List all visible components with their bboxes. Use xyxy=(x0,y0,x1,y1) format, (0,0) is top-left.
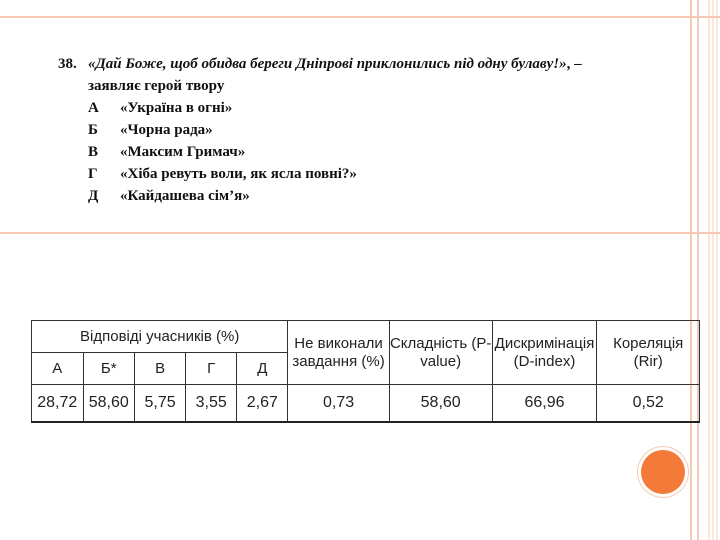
discrimination-header: Дискримінація (D-index) xyxy=(492,321,597,385)
correlation-value: 0,52 xyxy=(597,385,700,422)
difficulty-value: 58,60 xyxy=(389,385,492,422)
answer-option xyxy=(58,163,708,185)
answer-letter-cell: В xyxy=(135,353,186,385)
table-header-row xyxy=(32,321,700,353)
option-letter: Б xyxy=(88,122,98,138)
option-text: «Чорна рада» xyxy=(120,122,213,138)
answer-value-cell: 5,75 xyxy=(135,385,186,422)
not-done-header: Не виконали завдання (%) xyxy=(288,321,389,385)
option-letter: Д xyxy=(88,188,99,204)
answer-value-cell: 58,60 xyxy=(83,385,135,422)
decorative-frame-band xyxy=(708,0,720,540)
question-dash: , – xyxy=(566,56,582,72)
option-text: «Кайдашева сім’я» xyxy=(120,188,250,204)
question-block xyxy=(58,53,708,207)
answer-letter-cell: Г xyxy=(186,353,237,385)
answer-value-cell: 28,72 xyxy=(32,385,84,422)
decorative-frame-line xyxy=(0,16,720,18)
correlation-header: Кореляція (Rir) xyxy=(597,321,700,385)
answer-option xyxy=(58,185,708,207)
question-quote: «Дай Боже, щоб обидва береги Дніпрові приклонились під одну булаву!» xyxy=(88,56,567,72)
decorative-frame-line xyxy=(0,232,720,234)
option-text: «Максим Гримач» xyxy=(120,144,246,160)
option-text: «Хіба ревуть воли, як ясла повні?» xyxy=(120,166,357,182)
answer-option xyxy=(58,119,708,141)
answer-option xyxy=(58,141,708,163)
answer-option xyxy=(58,97,708,119)
question-number: 38. xyxy=(58,56,77,72)
answer-letter-cell: А xyxy=(32,353,84,385)
discrimination-value: 66,96 xyxy=(492,385,597,422)
difficulty-header: Складність (P-value) xyxy=(389,321,492,385)
option-letter: В xyxy=(88,144,99,160)
answer-letter-cell: Д xyxy=(237,353,288,385)
answers-header: Відповіді учасників (%) xyxy=(32,321,288,353)
not-done-value: 0,73 xyxy=(288,385,389,422)
table-values-row xyxy=(32,385,700,422)
results-table xyxy=(31,320,700,423)
question-line-1 xyxy=(58,53,708,75)
option-text: «Україна в огні» xyxy=(120,100,233,116)
answer-value-cell: 3,55 xyxy=(186,385,237,422)
question-line-2: заявляє герой твору xyxy=(88,78,225,94)
answer-letter-cell: Б* xyxy=(83,353,135,385)
answer-value-cell: 2,67 xyxy=(237,385,288,422)
option-letter: Г xyxy=(88,166,98,182)
decorative-orange-circle xyxy=(641,450,685,494)
option-letter: А xyxy=(88,100,99,116)
